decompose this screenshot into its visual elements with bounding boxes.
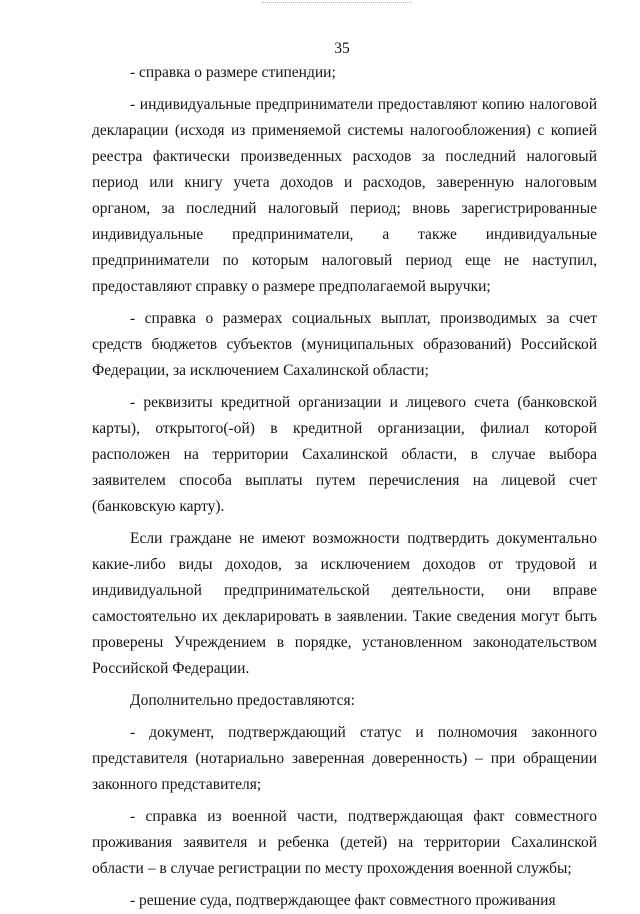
scan-artifact [262,2,412,7]
paragraph-bank-details: - реквизиты кредитной организации и лицевого счета (банковской карты), открытого(-ой) в кредитной организации, филиал которой расположен на территории Сахалинской области, в случае выбора заявителем способа выплаты путем перечисления на лицевой счет (банковскую карту). [92,394,597,515]
page-number: 35 [334,40,350,57]
paragraph-scholarship-certificate: - справка о размере стипендии; [130,64,336,81]
paragraph-entrepreneurs-tax-declaration: - индивидуальные предприниматели предоставляют копию налоговой декларации (исходя из применяемой системы налогообложения) с копией реестра фактически произведенных расходов за последний налоговый период или книгу учета доходов и расходов, заверенную налоговым органом, за последний налоговый период; вновь зарегистрированные индивидуальные предприниматели, а также индивидуальные предприниматели по которым налоговый период еще не наступил, предоставляют справку о размере предполагаемой выручки; [92,96,597,295]
paragraph-social-payments-certificate: - справка о размерах социальных выплат, производимых за счет средств бюджетов субъектов (муниципальных образований) Российской Федерации, за исключением Сахалинской области; [92,310,597,379]
paragraph-additional-documents-heading: Дополнительно предоставляются: [130,692,355,709]
paragraph-legal-representative-document: - документ, подтверждающий статус и полномочия законного представителя (нотариально заверенная доверенность) – при обращении законного представителя; [92,724,597,793]
paragraph-military-unit-certificate: - справка из военной части, подтверждающая факт совместного проживания заявителя и ребенка (детей) на территории Сахалинской области – в случае регистрации по месту прохождения военной службы; [92,808,597,877]
paragraph-court-decision: - решение суда, подтверждающее факт совместного проживания [130,892,556,909]
document-body [92,60,597,914]
paragraph-income-declaration: Если граждане не имеют возможности подтвердить документально какие-либо виды доходов, за исключением доходов от трудовой и индивидуальной предпринимательской деятельности, они вправе самостоятельно их декларировать в заявлении. Такие сведения могут быть проверены Учреждением в порядке, установленном законодательством Российской Федерации. [92,530,597,677]
